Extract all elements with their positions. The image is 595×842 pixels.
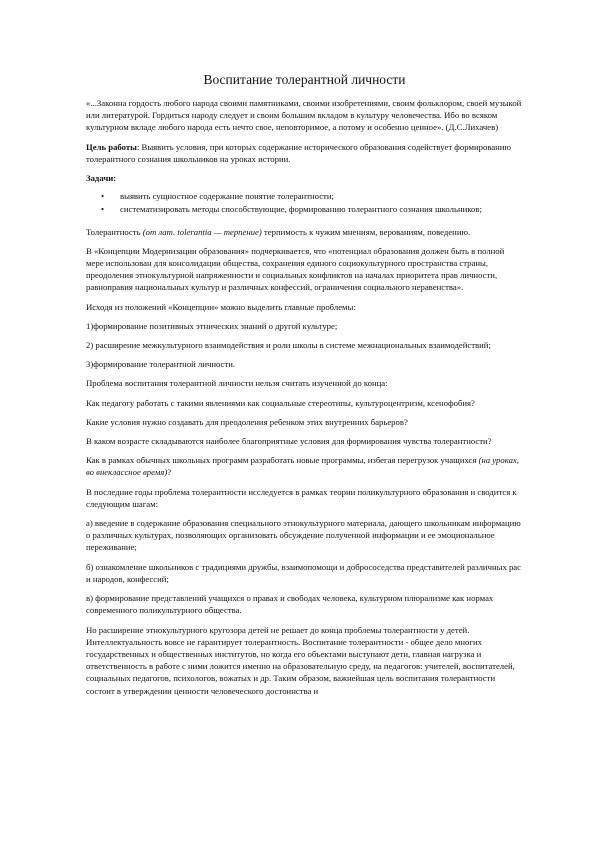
definition-paragraph [86, 226, 523, 238]
question-3: В каком возрасте складываются наиболее благоприятные условия для формирования чувства толерантности? [86, 436, 492, 447]
step-b: б) ознакомление школьников с традициями дружбы, взаимопомощи и добрососедства представителей различных рас и народов, конфессий; [86, 561, 522, 584]
question-4-italic: (на уроках, во внеклассное время) [86, 455, 519, 478]
problem-item-3: 3)формирование толерантной личности. [86, 359, 236, 370]
bullet-icon: • [101, 191, 105, 202]
task-item [101, 203, 523, 215]
task-text: систематизировать методы способствующие, формированию толерантного сознания школьников; [120, 204, 482, 215]
problems-intro: Исходя из положений «Концепции» можно выделить главные проблемы: [86, 301, 356, 312]
goal-paragraph [86, 141, 523, 165]
question-2: Какие условия нужно создавать для преодоления ребенком этих внутренних барьеров? [86, 416, 408, 427]
question-1: Как педагогу работать с такими явлениями как социальные стереотипы, культуроцентризм, ксенофобия? [86, 397, 475, 408]
definition-lead: Толерантность [86, 226, 143, 237]
goal-text: : Выявить условия, при которых содержание исторического образования содействует формированию толерантного сознания школьников на уроках истории. [86, 141, 511, 164]
epigraph-quote: «...Законна гордость любого народа своими памятниками, своими изобретениями, своим фольклором, своей музыкой или литературой. Гордиться народу следует и своим большим вкладом в культуру человечества. Ибо во всяком культурном вкладе любого народа есть нечто свое, неповторимое, а потому и особенно ценное». (Д.С.Лихачев) [86, 98, 522, 133]
definition-rest: терпимость к чужим мнениям, верованиям, поведению. [261, 226, 471, 237]
step-a: а) введение в содержание образования специального этнокультурного материала, дающего школьникам информацию о различных культурах, позволяющих организовать обсуждение полученной информации и ее эмоциональное переживание; [86, 518, 521, 553]
task-text: выявить сущностное содержание понятие толерантности; [120, 191, 334, 202]
conclusion-paragraph: Но расширение этнокультурного кругозора детей не решает до конца проблемы толерантности у детей. Интеллектуальность вовсе не гарантирует толерантность. Воспитание толерантности - общее дело многих государственных и общественных институтов, но когда его объектами выступают дети, главная нагрузка и ответственность в работе с ними ложится именно на образовательную среду, на педагогов: учителей, воспитателей, социальных педагогов, психологов, вожатых и др. Таким образом, важнейшая цель воспитания толерантности состоит в утверждении ценности человеческого достоинства и [86, 624, 515, 696]
problem-item-1: 1)формирование позитивных этнических знаний о другой культуре; [86, 320, 338, 331]
bullet-icon: • [101, 204, 105, 215]
tasks-heading: Задачи: [86, 173, 117, 184]
problem-statement: Проблема воспитания толерантной личности нельзя считать изученной до конца: [86, 378, 388, 389]
problem-item-2: 2) расширение межкультурного взаимодействия и роли школы в системе межнациональных взаимодействий; [86, 340, 491, 351]
task-item [101, 190, 523, 202]
theory-intro: В последние годы проблема толерантности исследуется в рамках теории поликультурного образования и сводится к следующим шагам: [86, 486, 517, 509]
step-c: в) формирование представлений учащихся о правах и свободах человека, культурном плюрализме как нормах современного поликультурного общества. [86, 593, 494, 616]
tasks-list [86, 190, 523, 215]
page-title: Воспитание толерантной личности [203, 72, 406, 87]
question-4-end: ? [167, 467, 172, 478]
concept-paragraph: В «Концепции Модернизации образования» подчеркивается, что «потенциал образования должен быть в полной мере использован для консолидации общества, сохранения единого социокультурного пространства страны, преодоления этнокультурной напряженности и социальных конфликтов на началах приоритета прав личности, равноправия национальных культур и различных конфессий, ограничения социального неравенства». [86, 245, 505, 293]
question-4 [86, 454, 523, 478]
definition-etymology: (от лат. tolerantia — терпение) [142, 226, 262, 237]
question-4-text: Как в рамках обычных школьных программ разработать новые программы, избегая перегрузок учащихся [86, 455, 479, 466]
goal-label: Цель работы [86, 141, 137, 152]
